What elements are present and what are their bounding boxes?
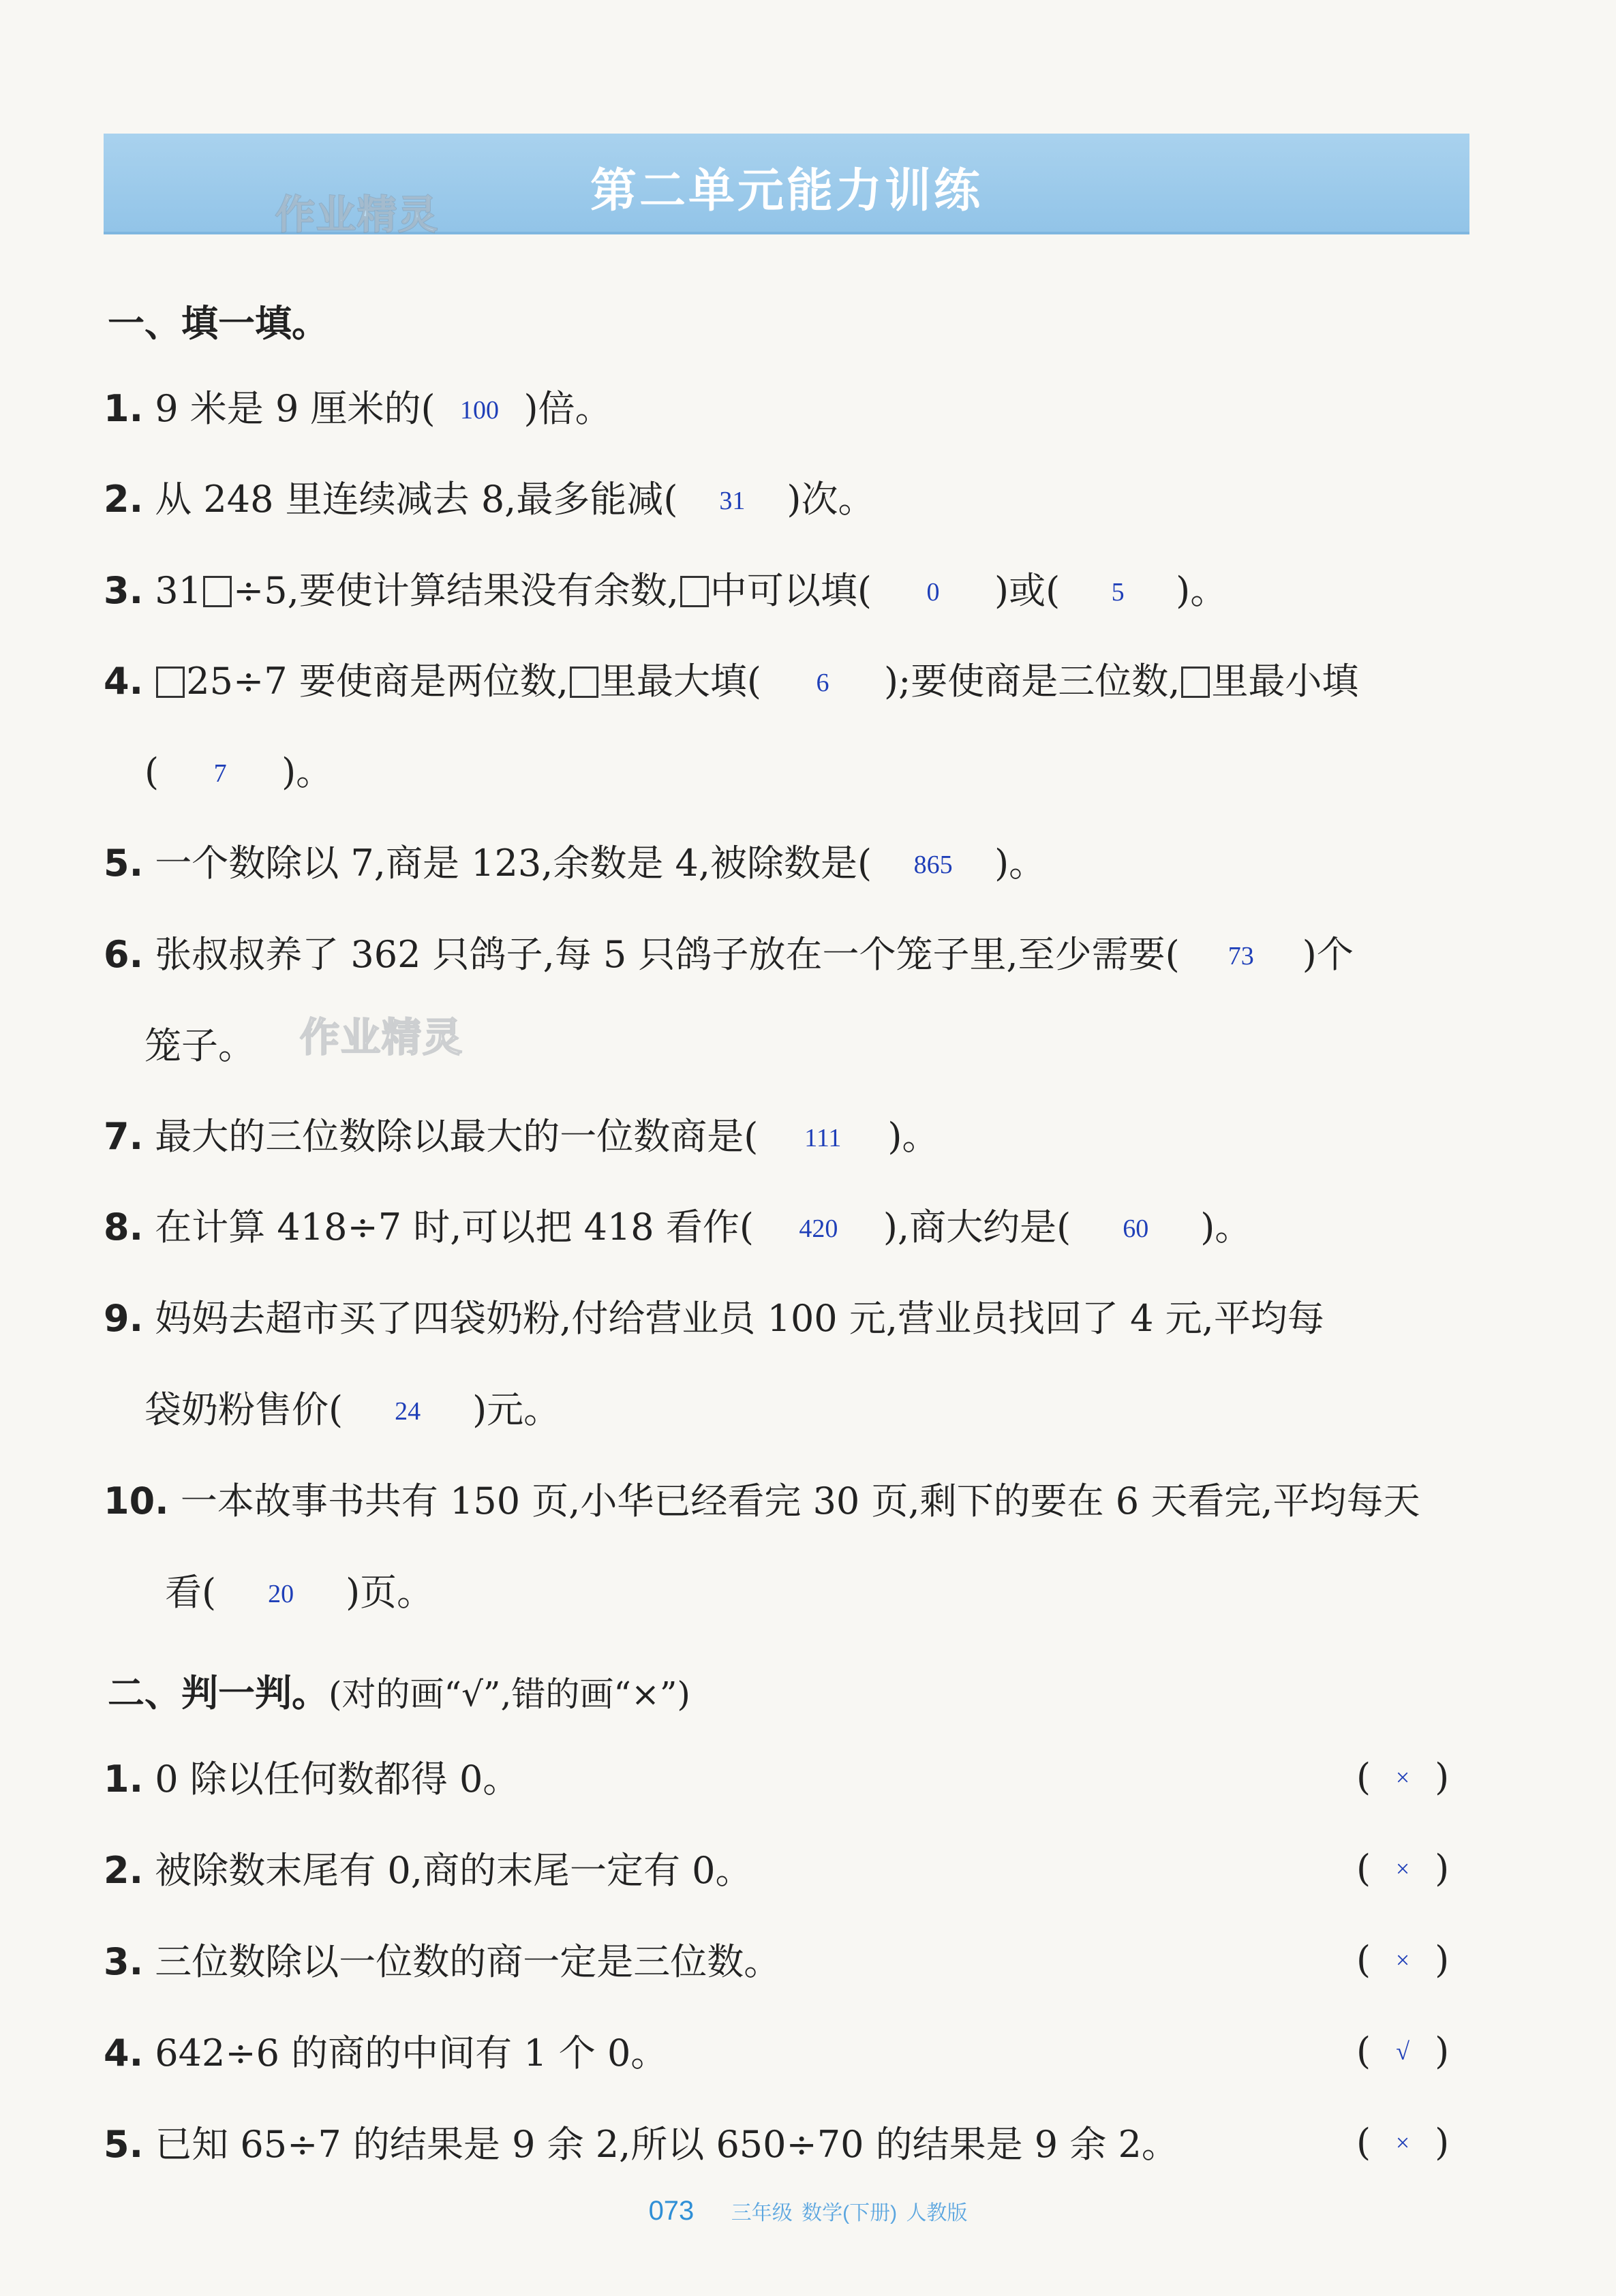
fill-item-6: 6. 张叔叔养了 362 只鸽子,每 5 只鸽子放在一个笼子里,至少需要( 73 )个 (104, 931, 1354, 980)
footer-grade: 三年级 (731, 2202, 793, 2224)
blank-box (570, 667, 598, 698)
fill-item-1: 1. 9 米是 9 厘米的( 100 )倍。 (104, 385, 612, 434)
fill-item-8: 8. 在计算 418÷7 时,可以把 418 看作( 420 ),商大约是( 60 )。 (104, 1204, 1251, 1253)
page-footer (0, 2196, 1616, 2226)
judge-item-5: 5. 已知 65÷7 的结果是 9 余 2,所以 650÷70 的结果是 9 余 2。 (104, 2123, 1178, 2166)
answer: 73 (1228, 942, 1254, 970)
section2-subtitle: (对的画“√”,错的画“×”) (329, 1674, 690, 1714)
title-banner (104, 134, 1469, 238)
fill-item-5: 5. 一个数除以 7,商是 123,余数是 4,被除数是( 865 )。 (104, 840, 1046, 889)
answer: 24 (395, 1397, 421, 1426)
page-title: 第二单元能力训练 (590, 164, 983, 218)
judge-answer-5: ( × ) (1356, 2121, 1450, 2164)
answer: 100 (460, 396, 500, 425)
fill-item-7: 7. 最大的三位数除以最大的一位数商是( 111 )。 (104, 1113, 939, 1162)
page-number: 073 (648, 2196, 695, 2226)
judge-item-4: 4. 642÷6 的商的中间有 1 个 0。 (104, 2032, 668, 2075)
answer: 0 (926, 578, 940, 607)
footer-edition: 人教版 (906, 2202, 968, 2224)
answer: 865 (913, 851, 953, 879)
fill-item-2: 2. 从 248 里连续减去 8,最多能减( 31 )次。 (104, 476, 875, 525)
answer: 6 (816, 669, 829, 697)
blank-box (203, 576, 232, 607)
answer: 60 (1123, 1214, 1149, 1243)
watermark: 作业精灵 (275, 192, 440, 238)
section2-title: 二、判一判。(对的画“√”,错的画“×”) (108, 1672, 690, 1715)
judge-item-2: 2. 被除数末尾有 0,商的末尾一定有 0。 (104, 1849, 752, 1892)
judge-answer-2: ( × ) (1356, 1847, 1450, 1890)
judge-answer-4: ( √ ) (1356, 2030, 1450, 2072)
watermark: 作业精灵 (300, 1014, 464, 1060)
answer: 20 (268, 1580, 294, 1608)
answer: 111 (804, 1124, 842, 1152)
answer: 31 (719, 487, 746, 515)
fill-item-4-cont: ( 7 )。 (144, 748, 333, 797)
answer: 7 (213, 759, 227, 788)
fill-item-4: 4. 25÷7 要使商是两位数, 里最大填( 6 );要使商是三位数, 里最小填 (104, 658, 1358, 707)
blank-box (680, 576, 709, 607)
judge-answer-1: ( × ) (1356, 1756, 1450, 1798)
fill-item-6-cont: 笼子。 (144, 1024, 255, 1067)
blank-box (1181, 667, 1210, 698)
section1-title: 一、填一填。 (108, 302, 329, 345)
fill-item-9-cont: 袋奶粉售价( 24 )元。 (144, 1386, 560, 1435)
footer-subject: 数学(下册) (802, 2202, 898, 2224)
judge-item-1: 1. 0 除以任何数都得 0。 (104, 1758, 520, 1801)
fill-item-10-cont: 看( 20 )页。 (165, 1569, 433, 1618)
fill-item-9: 9. 妈妈去超市买了四袋奶粉,付给营业员 100 元,营业员找回了 4 元,平均每 (104, 1297, 1324, 1340)
blank-box (156, 667, 185, 698)
fill-item-10: 10. 一本故事书共有 150 页,小华已经看完 30 页,剩下的要在 6 天看完,平均每天 (104, 1480, 1420, 1522)
answer: 5 (1111, 578, 1125, 607)
judge-item-3: 3. 三位数除以一位数的商一定是三位数。 (104, 1940, 781, 1983)
judge-answer-3: ( × ) (1356, 1938, 1450, 1981)
answer: 420 (799, 1214, 838, 1243)
fill-item-3: 3. 31 ÷5,要使计算结果没有余数, 中可以填( 0 )或( 5 )。 (104, 567, 1227, 616)
